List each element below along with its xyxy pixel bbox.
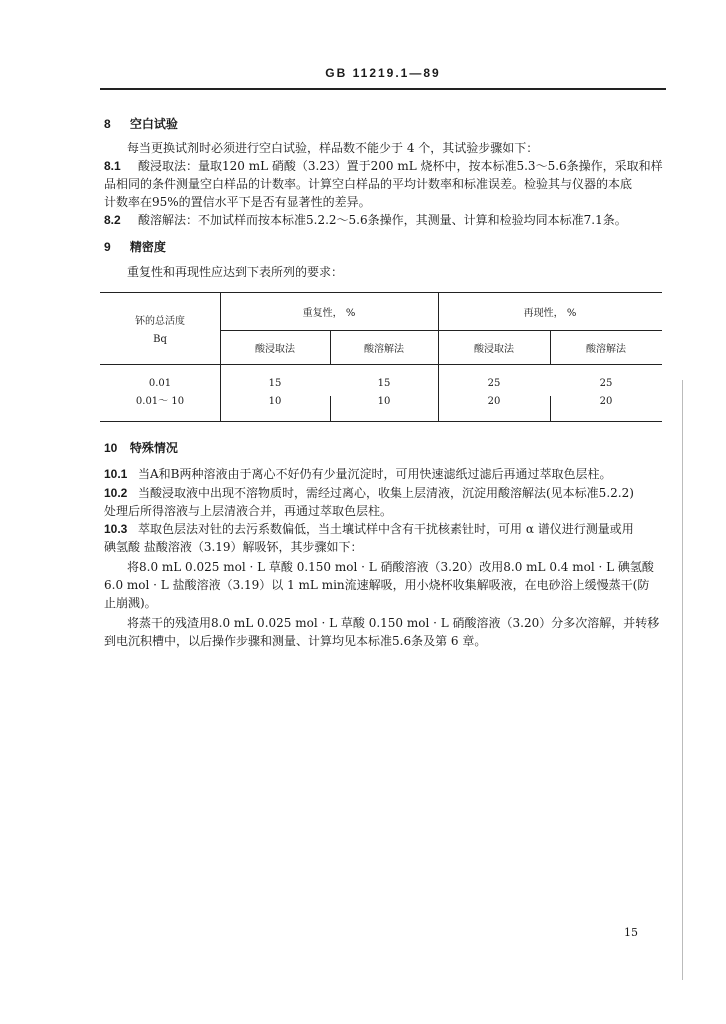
table-bottom-rule xyxy=(100,421,662,422)
scan-edge-line xyxy=(682,380,683,980)
clause-text: 酸浸取法：量取120 mL 硝酸（3.23）置于200 mL 烧杯中，按本标准5.3～5.6条操作，采取和样 xyxy=(138,159,663,173)
clause-text: 当A和B两种溶液由于离心不好仍有少量沉淀时，可用快速滤纸过滤后再通过萃取色层柱。 xyxy=(138,467,612,481)
table-subheader-rule xyxy=(220,330,662,331)
section-title: 特殊情况 xyxy=(129,441,178,455)
precision-table xyxy=(100,292,662,422)
clause-text: 萃取色层法对钍的去污系数偏低，当土壤试样中含有干扰核素钍时，可用 α 谱仪进行测量或用 xyxy=(138,522,634,536)
table-cell: 20 xyxy=(487,396,501,407)
clause-10-3 xyxy=(104,522,670,536)
section-9-intro: 重复性和再现性应达到下表所列的要求： xyxy=(127,265,344,279)
table-cell: 15 xyxy=(377,378,391,389)
header-activity-unit: Bq xyxy=(153,334,167,345)
subheader-acid-dissolve: 酸溶解法 xyxy=(586,344,626,355)
clause-text: 酸溶解法：不加试样而按本标准5.2.2～5.6条操作，其测量、计算和检验均同本标准7.1条。 xyxy=(138,213,627,227)
header-reproducibility: 再现性， % xyxy=(523,308,577,319)
section-10-heading xyxy=(104,441,670,455)
section-title: 精密度 xyxy=(129,240,166,254)
clause-8-1-line3: 计数率在95%的置信水平下是否有显著性的差异。 xyxy=(104,195,371,209)
subheader-acid-leach: 酸浸取法 xyxy=(474,344,514,355)
clause-10-3-para2-line1: 将8.0 mL 0.025 mol · L 草酸 0.150 mol · L 硝酸溶液（3.20）改用8.0 mL 0.4 mol · L 碘氢酸 xyxy=(127,560,654,574)
header-rule xyxy=(100,88,666,90)
table-cell: 25 xyxy=(599,378,613,389)
section-number: 9 xyxy=(104,240,111,254)
clause-10-3-para2-line2: 6.0 mol · L 盐酸溶液（3.19）以 1 mL min流速解吸，用小烧杯收集解吸液，在电砂浴上缓慢蒸干(防 xyxy=(104,578,650,592)
clause-10-2-line2: 处理后所得溶液与上层清液合并，再通过萃取色层柱。 xyxy=(104,504,393,518)
table-cell: 20 xyxy=(599,396,613,407)
clause-number: 8.2 xyxy=(104,213,121,227)
clause-10-3-para2-line3: 止崩溅)。 xyxy=(104,596,157,610)
page-number: 15 xyxy=(624,926,638,939)
table-cell: 0.01～ 10 xyxy=(135,396,185,407)
clause-number: 10.1 xyxy=(104,467,128,481)
clause-10-3-para3-line1: 将蒸干的残渣用8.0 mL 0.025 mol · L 草酸 0.150 mol · L 硝酸溶液（3.20）分多次溶解，并转移 xyxy=(127,616,660,630)
table-cell: 10 xyxy=(377,396,391,407)
table-top-rule xyxy=(100,292,662,293)
section-number: 8 xyxy=(104,117,111,131)
table-cell: 10 xyxy=(268,396,282,407)
subheader-acid-dissolve: 酸溶解法 xyxy=(364,344,404,355)
table-cell: 0.01 xyxy=(148,378,172,389)
standard-code-header: GB 11219.1—89 xyxy=(325,66,441,80)
clause-text: 当酸浸取液中出现不溶物质时，需经过离心，收集上层清液，沉淀用酸溶解法(见本标准5.2.2) xyxy=(138,486,634,500)
clause-10-1 xyxy=(104,467,670,481)
section-9-heading xyxy=(104,240,670,254)
clause-number: 10.2 xyxy=(104,486,128,500)
clause-10-3-line2: 碘氢酸 盐酸溶液（3.19）解吸钚，其步骤如下： xyxy=(104,540,363,554)
table-header-rule xyxy=(100,364,662,365)
subheader-acid-leach: 酸浸取法 xyxy=(255,344,295,355)
clause-10-2 xyxy=(104,486,670,500)
section-8-intro: 每当更换试剂时必须进行空白试验，样品数不能少于 4 个，其试验步骤如下： xyxy=(127,141,539,155)
header-activity: 钚的总活度 xyxy=(135,316,185,327)
clause-8-1 xyxy=(104,159,670,173)
section-number: 10 xyxy=(104,441,118,455)
table-cell: 25 xyxy=(487,378,501,389)
header-repeatability: 重复性， % xyxy=(302,308,356,319)
clause-number: 10.3 xyxy=(104,522,128,536)
section-title: 空白试验 xyxy=(129,117,178,131)
clause-8-1-line2: 品相同的条件测量空白样品的计数率。计算空白样品的平均计数率和标准误差。检验其与仪器的本底 xyxy=(104,177,633,191)
clause-number: 8.1 xyxy=(104,159,121,173)
clause-8-2 xyxy=(104,213,670,227)
table-cell: 15 xyxy=(268,378,282,389)
clause-10-3-para3-line2: 到电沉积槽中，以后操作步骤和测量、计算均见本标准5.6条及第 6 章。 xyxy=(104,634,487,648)
section-8-heading xyxy=(104,117,670,131)
